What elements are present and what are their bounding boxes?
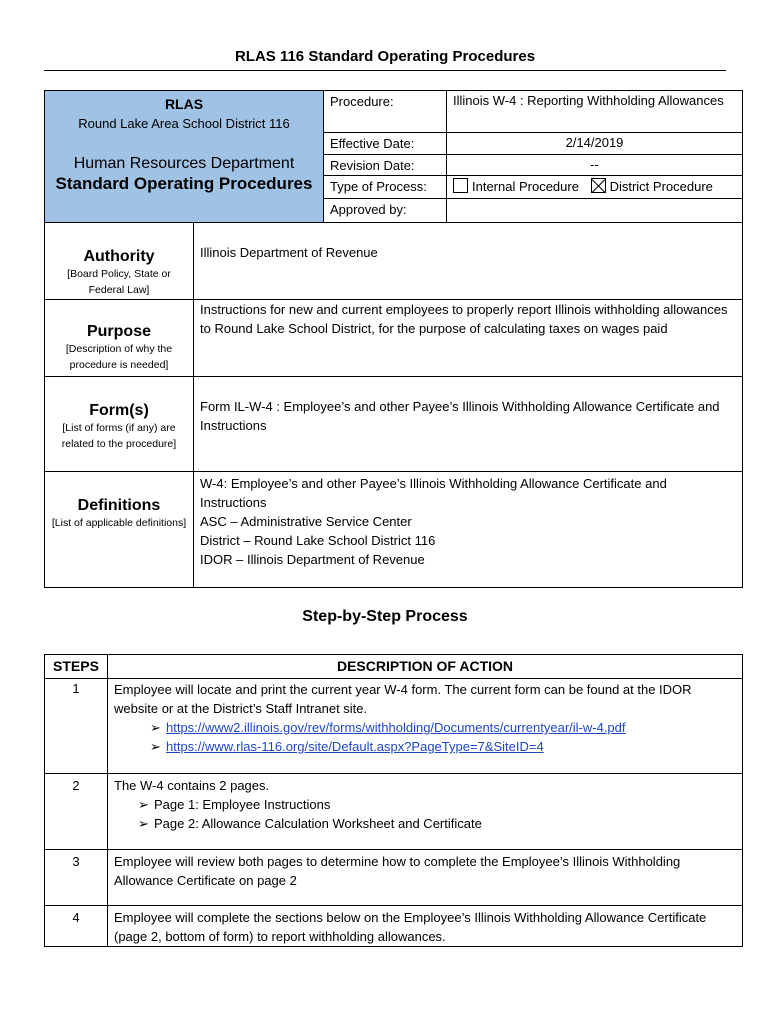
district-intranet-link[interactable]: https://www.rlas-116.org/site/Default.aspx?PageType=7&SiteID=4 xyxy=(166,739,544,754)
purpose-text: Instructions for new and current employees to properly report Illinois withholding allowances to Round Lake School District, for the purpose of calculating taxes on wages paid xyxy=(194,300,743,377)
list-item xyxy=(114,795,736,814)
steps-table xyxy=(44,654,743,947)
page-title: RLAS 116 Standard Operating Procedures xyxy=(234,48,536,65)
step-text: The W-4 contains 2 pages. xyxy=(114,778,270,793)
bullet-text: Page 1: Employee Instructions xyxy=(154,797,331,812)
title-divider xyxy=(44,70,726,71)
internal-procedure-label: Internal Procedure xyxy=(472,179,579,194)
district-procedure-checkbox[interactable] xyxy=(591,178,606,193)
definitions-heading: Definitions xyxy=(77,497,161,514)
header-org-block xyxy=(45,91,324,223)
district-procedure-label: District Procedure xyxy=(609,179,713,194)
definitions-row xyxy=(45,472,743,588)
org-full-name: Round Lake Area School District 116 xyxy=(78,116,290,131)
arrow-bullet-icon: ➢ xyxy=(138,816,149,831)
authority-heading: Authority xyxy=(83,248,155,265)
internal-procedure-checkbox[interactable] xyxy=(453,178,468,193)
procedure-value: Illinois W-4 : Reporting Withholding Allowances xyxy=(447,91,743,133)
link-item xyxy=(114,718,736,737)
step-text: Employee will locate and print the current year W-4 form. The current form can be found at the IDOR website or at the District’s Staff Intranet site. xyxy=(114,682,692,716)
effective-date-label: Effective Date: xyxy=(324,133,447,155)
definition-item: ASC – Administrative Service Center xyxy=(200,514,412,529)
process-type-options xyxy=(447,176,743,199)
sop-info-table xyxy=(44,222,743,588)
effective-date-value: 2/14/2019 xyxy=(447,133,743,155)
sop-header-table xyxy=(44,90,743,223)
steps-header-row xyxy=(45,655,743,679)
step-row xyxy=(45,679,743,774)
authority-text: Illinois Department of Revenue xyxy=(194,223,743,300)
purpose-row xyxy=(45,300,743,377)
step-row xyxy=(45,774,743,850)
definition-item: W-4: Employee’s and other Payee’s Illinois Withholding Allowance Certificate and Instructions xyxy=(200,476,667,510)
arrow-bullet-icon: ➢ xyxy=(150,739,161,754)
step-number: 1 xyxy=(45,679,108,774)
definition-item: IDOR – Illinois Department of Revenue xyxy=(200,552,425,567)
forms-row xyxy=(45,377,743,472)
arrow-bullet-icon: ➢ xyxy=(138,797,149,812)
approved-by-label: Approved by: xyxy=(324,199,447,223)
steps-column-header: STEPS xyxy=(45,655,108,679)
process-type-label: Type of Process: xyxy=(324,176,447,199)
step-text: Employee will review both pages to determine how to complete the Employee’s Illinois Withholding Allowance Certificate on page 2 xyxy=(108,850,743,906)
org-short-name: RLAS xyxy=(164,96,204,112)
description-column-header: DESCRIPTION OF ACTION xyxy=(108,655,743,679)
forms-heading: Form(s) xyxy=(89,402,149,419)
idor-form-link[interactable]: https://www2.illinois.gov/rev/forms/withholding/Documents/currentyear/il-w-4.pdf xyxy=(166,720,626,735)
arrow-bullet-icon: ➢ xyxy=(150,720,161,735)
bullet-text: Page 2: Allowance Calculation Worksheet and Certificate xyxy=(154,816,482,831)
definitions-text xyxy=(194,472,743,588)
procedure-label: Procedure: xyxy=(324,91,447,133)
link-item xyxy=(114,737,736,756)
definitions-subtext: [List of applicable definitions] xyxy=(51,517,187,529)
purpose-heading: Purpose xyxy=(86,323,151,340)
step-number: 4 xyxy=(45,906,108,947)
approved-by-value xyxy=(447,199,743,223)
doc-type: Standard Operating Procedures xyxy=(55,174,313,193)
list-item xyxy=(114,814,736,833)
step-row xyxy=(45,850,743,906)
forms-text: Form IL-W-4 : Employee’s and other Payee’s Illinois Withholding Allowance Certificate and Instructions xyxy=(194,377,743,472)
purpose-subtext: [Description of why the procedure is needed] xyxy=(65,343,173,371)
authority-subtext: [Board Policy, State or Federal Law] xyxy=(67,268,171,296)
forms-subtext: [List of forms (if any) are related to the procedure] xyxy=(61,422,177,450)
step-number: 3 xyxy=(45,850,108,906)
step-text: Employee will complete the sections below on the Employee’s Illinois Withholding Allowance Certificate (page 2, bottom of form) to report withholding allowances. xyxy=(108,906,743,947)
definition-item: District – Round Lake School District 116 xyxy=(200,533,436,548)
authority-row xyxy=(45,223,743,300)
department-name: Human Resources Department xyxy=(73,155,295,172)
step-number: 2 xyxy=(45,774,108,850)
revision-date-value: -- xyxy=(447,155,743,176)
revision-date-label: Revision Date: xyxy=(324,155,447,176)
process-title: Step-by-Step Process xyxy=(302,608,468,625)
step-row xyxy=(45,906,743,947)
